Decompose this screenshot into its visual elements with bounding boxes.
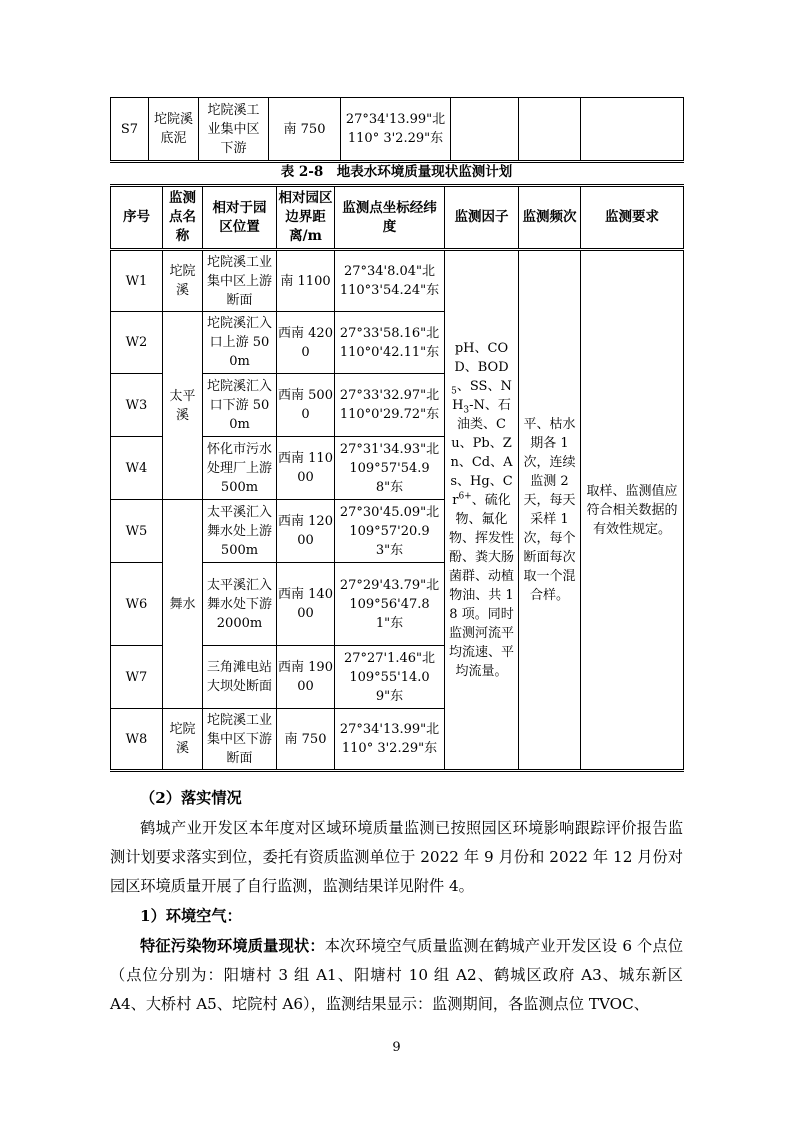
cell-position: 坨院溪工业集中区下游 (199, 98, 269, 162)
row-w4-coordinate: 27°31'34.93"北 109°57'54.98"东 (335, 437, 445, 500)
row-w4-id: W4 (111, 437, 163, 500)
row-w2-coordinate: 27°33'58.16"北 110°0'42.11"东 (335, 312, 445, 374)
row-w6-coordinate: 27°29'43.79"北 109°56'47.81"东 (335, 563, 445, 646)
row-w5-distance: 西南 12000 (277, 500, 335, 563)
row-w6-id: W6 (111, 563, 163, 646)
row-w5-id: W5 (111, 500, 163, 563)
paragraph-air-quality (110, 932, 683, 1019)
row-w3-distance: 西南 5000 (277, 374, 335, 437)
header-name: 监测点名称 (163, 186, 203, 250)
cell-name: 坨院溪底泥 (149, 98, 199, 162)
row-w3-coordinate: 27°33'32.97"北 110°0'29.72"东 (335, 374, 445, 437)
header-distance: 相对园区边界距离/m (277, 186, 335, 250)
row-w6-distance: 西南 14000 (277, 563, 335, 646)
monitoring-factors: pH、COD、$BOD_5$、SS、$NH_3-N$、石油类、Cu、Pb、Zn、Cd、As、Hg、$Cr^{6+}$、硫化物、氟化物、挥发性酚、粪大肠菌群、动植物油、共 18 项。同时监测河流平均流速、平均流量。 (445, 250, 519, 771)
row-w8-name: 坨院溪 (163, 709, 203, 771)
section-title: （2）落实情况 (140, 789, 242, 807)
row-w4-position: 怀化市污水处理厂上游 500m (203, 437, 277, 500)
row-w1-coordinate: 27°34'8.04"北 110°3'54.24"东 (335, 250, 445, 312)
row-w3-position: 坨院溪汇入口下游 500m (203, 374, 277, 437)
cell-coordinate: 27°34'13.99"北 110° 3'2.29"东 (341, 98, 451, 162)
header-position: 相对于园区位置 (203, 186, 277, 250)
cell-frequency (519, 98, 581, 162)
row-w2-position: 坨院溪汇入口上游 500m (203, 312, 277, 374)
cell-distance: 南 750 (269, 98, 341, 162)
row-w8-distance: 南 750 (277, 709, 335, 771)
subsection-title: 1）环境空气： (140, 907, 242, 925)
row-w3-id: W3 (111, 374, 163, 437)
header-frequency: 监测频次 (519, 186, 581, 250)
monitoring-plan-table (110, 184, 684, 772)
continued-table (110, 97, 684, 163)
row-w5-w7-name: 舞水 (163, 500, 203, 709)
cell-requirement (581, 98, 684, 162)
table-caption: 表 2-8 地表水环境质量现状监测计划 (280, 164, 513, 180)
row-w6-position: 太平溪汇入舞水处下游 2000m (203, 563, 277, 646)
row-w8-position: 坨院溪工业集中区下游断面 (203, 709, 277, 771)
cell-factor (451, 98, 519, 162)
row-w8-coordinate: 27°34'13.99"北 110° 3'2.29"东 (335, 709, 445, 771)
row-w2-w4-name: 太平溪 (163, 312, 203, 500)
monitoring-requirement: 取样、监测值应符合相关数据的有效性规定。 (581, 250, 684, 771)
row-w1-name: 坨院溪 (163, 250, 203, 312)
header-coordinate: 监测点坐标经纬度 (335, 186, 445, 250)
header-id: 序号 (111, 186, 163, 250)
row-w7-id: W7 (111, 646, 163, 709)
row-w1-distance: 南 1100 (277, 250, 335, 312)
paragraph-implementation: 鹤城产业开发区本年度对区域环境质量监测已按照园区环境影响跟踪评价报告监测计划要求落实到位，委托有资质监测单位于 2022 年 9 月份和 2022 年 12 月份对园区环境质量开展了自行监测，监测结果详见附件 4。 (110, 819, 683, 895)
row-w8-id: W8 (111, 709, 163, 771)
header-factors: 监测因子 (445, 186, 519, 250)
cell-id: S7 (111, 98, 149, 162)
row-w7-distance: 西南 19000 (277, 646, 335, 709)
row-w2-distance: 西南 4200 (277, 312, 335, 374)
row-w5-position: 太平溪汇入舞水处上游 500m (203, 500, 277, 563)
row-w1-id: W1 (111, 250, 163, 312)
row-w7-position: 三角滩电站大坝处断面 (203, 646, 277, 709)
row-w7-coordinate: 27°27'1.46"北 109°55'14.09"东 (335, 646, 445, 709)
paragraph-air-lead: 特征污染物环境质量现状： (140, 937, 325, 955)
row-w5-coordinate: 27°30'45.09"北 109°57'20.93"东 (335, 500, 445, 563)
row-w1-position: 坨院溪工业集中区上游断面 (203, 250, 277, 312)
page-number: 9 (392, 1040, 401, 1055)
header-requirement: 监测要求 (581, 186, 684, 250)
monitoring-frequency: 平、枯水期各 1 次，连续监测 2 天，每天采样 1 次，每个断面每次取一个混合样。 (519, 250, 581, 771)
paragraph-air-body: 本次环境空气质量监测在鹤城产业开发区设 6 个点位（点位分别为：阳塘村 3 组 A1、阳塘村 10 组 A2、鹤城区政府 A3、城东新区 A4、大桥村 A5、坨院村 A6），监测结果显示：监测期间，各监测点位 TVOC、 (110, 937, 684, 1013)
row-w4-distance: 西南 11000 (277, 437, 335, 500)
row-w2-id: W2 (111, 312, 163, 374)
